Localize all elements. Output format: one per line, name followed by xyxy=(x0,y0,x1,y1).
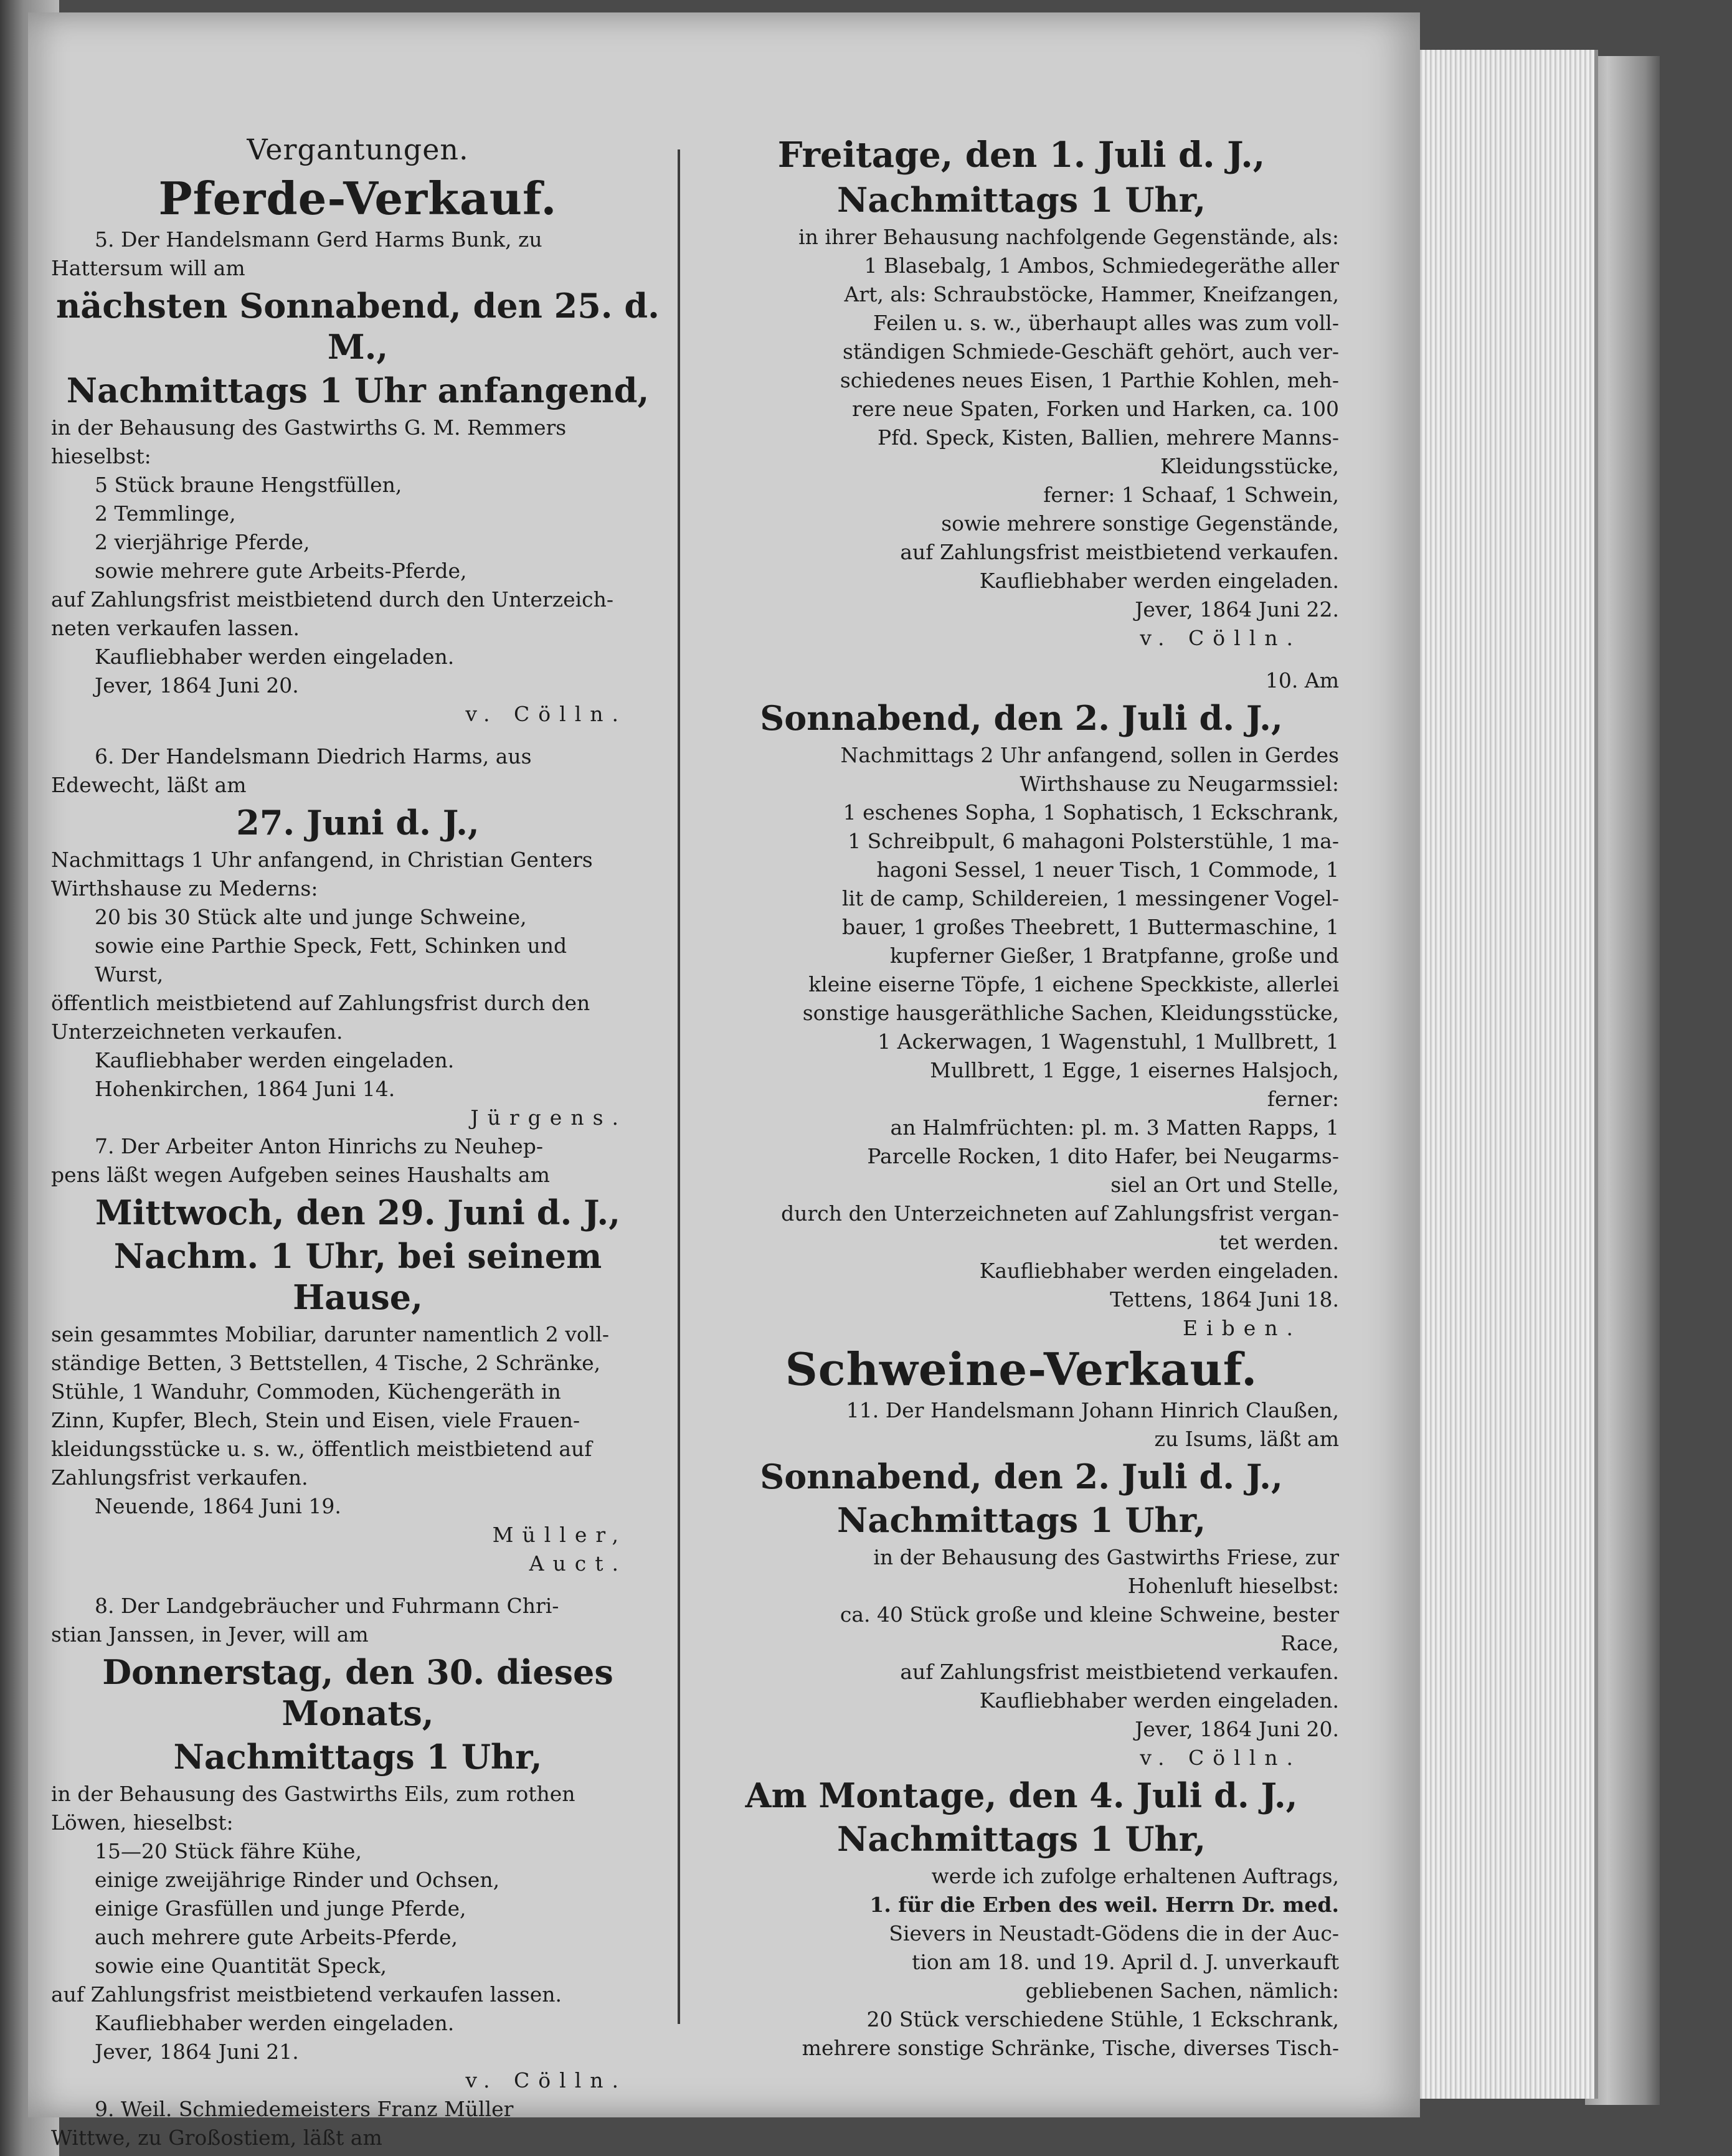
ad-time: Nachmittags 1 Uhr, xyxy=(836,180,1206,220)
ad-intro: pens läßt wegen Aufgeben seines Haushalts am xyxy=(51,1163,550,1187)
ad-time: Nachmittags 1 Uhr, xyxy=(173,1737,542,1777)
left-column xyxy=(51,131,665,2152)
ad-place: in der Behausung des Gastwirths G. M. Remmers xyxy=(51,415,567,440)
ad-intro: stian Janssen, in Jever, will am xyxy=(51,1622,369,1647)
ad-intro: 8. Der Landgebräucher und Fuhrmann Chri- xyxy=(95,1594,559,1618)
ad-intro: 10. Am xyxy=(1265,668,1339,693)
ad-item: Kleidungsstücke, xyxy=(1160,454,1339,478)
ad-item: kupferner Gießer, 1 Bratpfanne, große und xyxy=(889,943,1339,968)
ad-item: lit de camp, Schildereien, 1 messingener Vogel- xyxy=(842,886,1339,910)
ad-line: gebliebenen Sachen, nämlich: xyxy=(1025,1979,1339,2003)
ad-line: Sievers in Neustadt-Gödens die in der Auc- xyxy=(889,1921,1339,1946)
ad-item: Feilen u. s. w., überhaupt alles was zum voll- xyxy=(873,311,1339,335)
ad-item: 2 vierjährige Pferde, xyxy=(95,530,310,554)
advertisement-11 xyxy=(704,1396,1339,1772)
ad-intro: zu Isums, läßt am xyxy=(1154,1427,1339,1451)
ad-item: kleine eiserne Töpfe, 1 eichene Speckkiste, allerlei xyxy=(808,972,1339,996)
advertisement-9-continued xyxy=(704,135,1339,653)
ad-item: bauer, 1 großes Theebrett, 1 Buttermaschine, 1 xyxy=(842,915,1339,939)
ad-line: Wirthshause zu Neugarmssiel: xyxy=(1020,772,1339,796)
ad-item: Pfd. Speck, Kisten, Ballien, mehrere Manns- xyxy=(878,425,1339,450)
ad-terms: auf Zahlungsfrist meistbietend verkaufen lassen. xyxy=(51,1982,562,2007)
ad-intro: 11. Der Handelsmann Johann Hinrich Claußen, xyxy=(846,1398,1339,1422)
ad-item: ständigen Schmiede-Geschäft gehört, auch ver- xyxy=(843,339,1339,364)
ad-item: an Halmfrüchten: pl. m. 3 Matten Rapps, 1 xyxy=(890,1115,1339,1140)
ad-signature: v. Cölln. xyxy=(1140,1746,1302,1770)
advertisement-6 xyxy=(51,742,665,1132)
ad-invite: Kaufliebhaber werden eingeladen. xyxy=(95,1048,455,1072)
ad-time: Nachm. 1 Uhr, bei seinem Hause, xyxy=(113,1236,602,1317)
advertisement-5 xyxy=(51,225,665,729)
ad-item: mehrere sonstige Schränke, Tische, diverses Tisch- xyxy=(802,2036,1339,2060)
advertisement-7 xyxy=(51,1132,665,1578)
ad-dateline: Tettens, 1864 Juni 18. xyxy=(1110,1287,1339,1312)
ad-intro: 9. Weil. Schmiedemeisters Franz Müller xyxy=(95,2097,514,2121)
ad-date: 27. Juni d. J., xyxy=(236,803,480,843)
ad-terms: auf Zahlungsfrist meistbietend verkaufen. xyxy=(900,540,1339,564)
ad-body: Zahlungsfrist verkaufen. xyxy=(51,1465,308,1490)
ad-item: einige Grasfüllen und junge Pferde, xyxy=(95,1896,466,1921)
ad-item: Art, als: Schraubstöcke, Hammer, Kneifzangen, xyxy=(844,282,1339,306)
ad-date: Am Montage, den 4. Juli d. J., xyxy=(745,1775,1298,1815)
ad-item: sowie eine Quantität Speck, xyxy=(95,1954,387,1978)
ad-signature: Müller, xyxy=(492,1523,627,1547)
ad-invite: Kaufliebhaber werden eingeladen. xyxy=(979,569,1339,593)
ad-item: 1 Ackerwagen, 1 Wagenstuhl, 1 Mullbrett, 1 xyxy=(878,1029,1339,1054)
ad-date: Sonnabend, den 2. Juli d. J., xyxy=(760,1457,1283,1496)
ad-invite: Kaufliebhaber werden eingeladen. xyxy=(95,2011,455,2035)
ad-dateline: Jever, 1864 Juni 20. xyxy=(1135,1717,1339,1741)
ad-item: Parcelle Rocken, 1 dito Hafer, bei Neugarms- xyxy=(867,1144,1339,1168)
ad-item: 5 Stück braune Hengstfüllen, xyxy=(95,473,402,497)
ad-intro: 6. Der Handelsmann Diedrich Harms, aus xyxy=(95,744,532,768)
ad-signature: Eiben. xyxy=(1182,1316,1302,1340)
section-title: Vergantungen. xyxy=(247,133,469,166)
ad-line: in ihrer Behausung nachfolgende Gegenstände, als: xyxy=(798,225,1339,249)
ad-item: Mullbrett, 1 Egge, 1 eisernes Halsjoch, xyxy=(930,1058,1339,1082)
ad-intro: 7. Der Arbeiter Anton Hinrichs zu Neuhep- xyxy=(95,1134,543,1158)
page-stack-edge xyxy=(1408,50,1598,2099)
ad-invite: Kaufliebhaber werden eingeladen. xyxy=(979,1259,1339,1283)
ad-intro: Wittwe, zu Großostiem, läßt am xyxy=(51,2125,382,2150)
ad-terms: öffentlich meistbietend auf Zahlungsfrist durch den xyxy=(51,991,590,1015)
advertisement-9 xyxy=(51,2095,665,2152)
ad-item: sowie eine Parthie Speck, Fett, Schinken und xyxy=(95,934,567,958)
ad-line: sowie mehrere sonstige Gegenstände, xyxy=(941,511,1339,536)
ad-line: 1. für die Erben des weil. Herrn Dr. med. xyxy=(869,1893,1339,1917)
ad-place: Löwen, hieselbst: xyxy=(51,1810,234,1835)
ad-item: 1 eschenes Sopha, 1 Sophatisch, 1 Eckschrank, xyxy=(843,800,1339,825)
ad-item: sowie mehrere gute Arbeits-Pferde, xyxy=(95,559,467,583)
ad-terms: tet werden. xyxy=(1219,1230,1339,1254)
ad-body: sein gesammtes Mobiliar, darunter namentlich 2 voll- xyxy=(51,1322,610,1346)
ad-item: 20 Stück verschiedene Stühle, 1 Eckschrank, xyxy=(866,2007,1339,2031)
ad-body: kleidungsstücke u. s. w., öffentlich meistbietend auf xyxy=(51,1437,592,1461)
ad-date: nächsten Sonnabend, den 25. d. M., xyxy=(56,286,660,367)
ad-dateline: Jever, 1864 Juni 21. xyxy=(95,2040,299,2064)
ad-item: Wurst, xyxy=(95,962,164,986)
ad-date: Donnerstag, den 30. dieses Monats, xyxy=(102,1652,613,1733)
ad-item: 1 Blasebalg, 1 Ambos, Schmiedegeräthe aller xyxy=(864,253,1339,278)
ad-dateline: Hohenkirchen, 1864 Juni 14. xyxy=(95,1077,395,1101)
ad-item: siel an Ort und Stelle, xyxy=(1110,1173,1339,1197)
column-divider xyxy=(678,149,680,2024)
ad-date: Mittwoch, den 29. Juni d. J., xyxy=(95,1193,621,1232)
ad-terms: auf Zahlungsfrist meistbietend verkaufen. xyxy=(900,1660,1339,1684)
ad-signature: v. Cölln. xyxy=(465,702,627,726)
ad-intro: Hattersum will am xyxy=(51,256,245,280)
ad-line: Nachmittags 2 Uhr anfangend, sollen in Gerdes xyxy=(840,743,1339,767)
ad-signature: v. Cölln. xyxy=(465,2068,627,2092)
ad-date: Sonnabend, den 2. Juli d. J., xyxy=(760,698,1283,738)
ad-place: in der Behausung des Gastwirths Friese, zur xyxy=(873,1545,1339,1569)
ad-item: 1 Schreibpult, 6 mahagoni Polsterstühle, 1 ma- xyxy=(848,829,1339,853)
ad-item: Race, xyxy=(1280,1631,1339,1655)
ad-time: Nachmittags 1 Uhr, xyxy=(836,1500,1206,1540)
ad-intro: 5. Der Handelsmann Gerd Harms Bunk, zu xyxy=(95,227,542,252)
ad-intro: Edewecht, läßt am xyxy=(51,773,247,797)
ad-terms: auf Zahlungsfrist meistbietend durch den Unterzeich- xyxy=(51,587,614,612)
ad-line: ferner: xyxy=(1267,1087,1339,1111)
ad-place: hieselbst: xyxy=(51,444,151,468)
ad-signature: Jürgens. xyxy=(470,1105,627,1130)
advertisement-12 xyxy=(704,1775,1339,2063)
right-column xyxy=(704,131,1339,2063)
ad-signature-title: Auct. xyxy=(529,1551,627,1576)
ad-dateline: Jever, 1864 Juni 22. xyxy=(1135,597,1339,622)
ad-item: hagoni Sessel, 1 neuer Tisch, 1 Commode, 1 xyxy=(876,858,1339,882)
ad-item: ca. 40 Stück große und kleine Schweine, bester xyxy=(840,1602,1339,1627)
ad-item: 20 bis 30 Stück alte und junge Schweine, xyxy=(95,905,527,929)
ad-date: Freitage, den 1. Juli d. J., xyxy=(777,135,1266,176)
main-heading: Pferde-Verkauf. xyxy=(158,172,557,225)
ad-invite: Kaufliebhaber werden eingeladen. xyxy=(979,1688,1339,1713)
ad-line: werde ich zufolge erhaltenen Auftrags, xyxy=(931,1864,1339,1888)
ad-signature: v. Cölln. xyxy=(1140,626,1302,650)
ad-place: in der Behausung des Gastwirths Eils, zum rothen xyxy=(51,1782,575,1806)
ad-item: sonstige hausgeräthliche Sachen, Kleidungsstücke, xyxy=(802,1001,1339,1025)
ad-line: Nachmittags 1 Uhr anfangend, in Christian Genters xyxy=(51,848,593,872)
advertisement-10 xyxy=(704,666,1339,1343)
ad-dateline: Jever, 1864 Juni 20. xyxy=(95,673,299,697)
ad-item: 2 Temmlinge, xyxy=(95,501,236,526)
ad-line: ferner: 1 Schaaf, 1 Schwein, xyxy=(1043,483,1339,507)
advertisement-8 xyxy=(51,1592,665,2095)
ad-item: schiedenes neues Eisen, 1 Parthie Kohlen, meh- xyxy=(840,368,1339,392)
ad-terms: durch den Unterzeichneten auf Zahlungsfrist vergan- xyxy=(781,1201,1339,1226)
ad-dateline: Neuende, 1864 Juni 19. xyxy=(95,1494,341,1518)
ad-time: Nachmittags 1 Uhr, xyxy=(836,1819,1206,1859)
ad-body: Zinn, Kupfer, Blech, Stein und Eisen, viele Frauen- xyxy=(51,1408,580,1432)
ad-terms: neten verkaufen lassen. xyxy=(51,616,300,640)
ad-place: Hohenluft hieselbst: xyxy=(1127,1574,1339,1598)
ad-item: rere neue Spaten, Forken und Harken, ca. 100 xyxy=(852,397,1339,421)
ad-line: tion am 18. und 19. April d. J. unverkauft xyxy=(912,1950,1339,1974)
ad-item: 15—20 Stück fähre Kühe, xyxy=(95,1839,362,1863)
ad-item: auch mehrere gute Arbeits-Pferde, xyxy=(95,1925,458,1949)
ad-time: Nachmittags 1 Uhr anfangend, xyxy=(66,371,650,410)
ad-line: Wirthshause zu Mederns: xyxy=(51,876,318,901)
ad-terms: Unterzeichneten verkaufen. xyxy=(51,1019,343,1044)
secondary-heading: Schweine-Verkauf. xyxy=(785,1343,1258,1396)
ad-body: Stühle, 1 Wanduhr, Commoden, Küchengeräth in xyxy=(51,1379,561,1404)
ad-body: ständige Betten, 3 Bettstellen, 4 Tische, 2 Schränke, xyxy=(51,1351,601,1375)
ad-invite: Kaufliebhaber werden eingeladen. xyxy=(95,645,455,669)
ad-item: einige zweijährige Rinder und Ochsen, xyxy=(95,1868,500,1892)
